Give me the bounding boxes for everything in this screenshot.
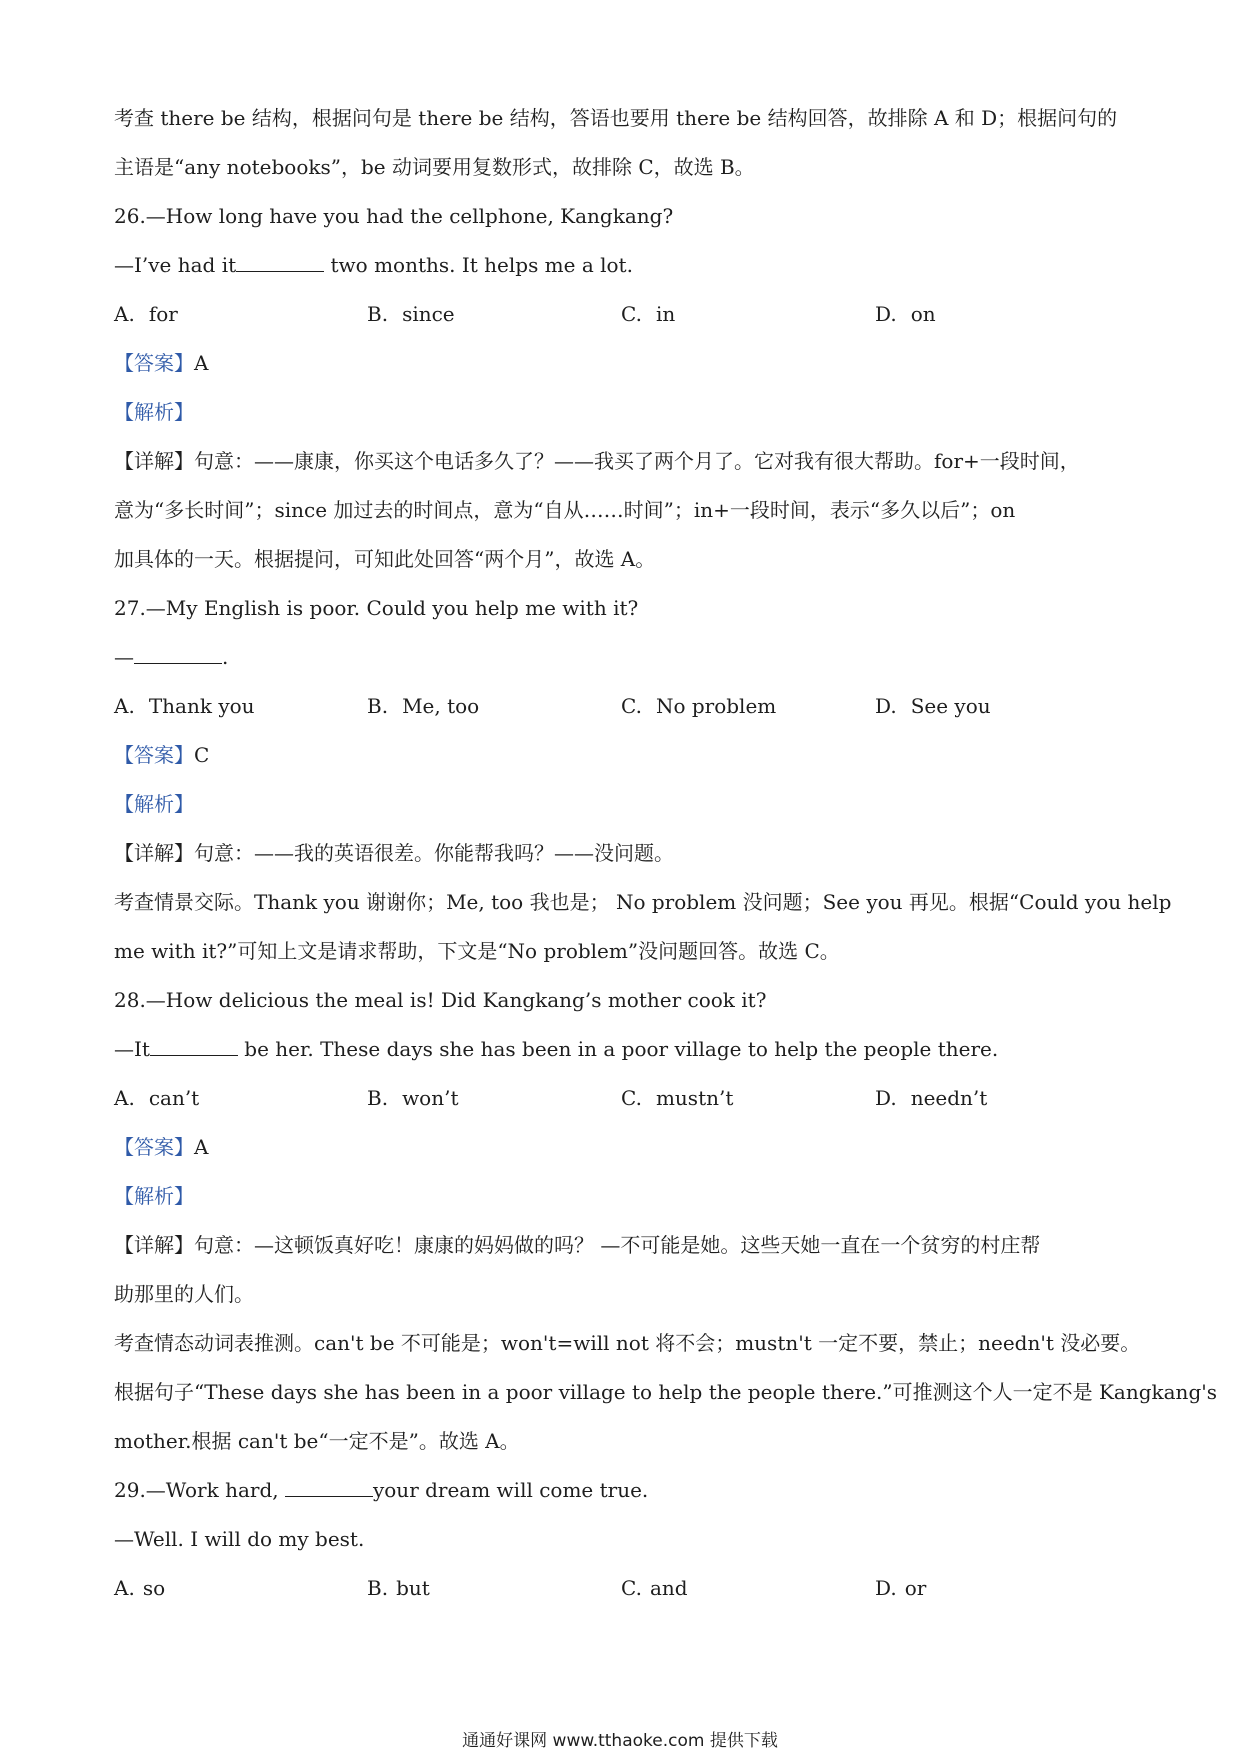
- q26-blank: [236, 251, 324, 272]
- q27-blank: [134, 643, 222, 664]
- q29-blank: [285, 1476, 373, 1497]
- q29-option-d: D. or: [875, 1576, 927, 1600]
- q28-stem: 28.—How delicious the meal is! Did Kangkang’s mother cook it?: [114, 988, 767, 1012]
- q26-reply: [114, 251, 633, 279]
- q26-detail-1: 【详解】句意：——康康，你买这个电话多久了？——我买了两个月了。它对我有很大帮助。for+一段时间，: [114, 449, 1080, 473]
- q27-reply: — .: [114, 645, 229, 669]
- q28-detail-1: 【详解】句意：—这顿饭真好吃！康康的妈妈做的吗？ —不可能是她。这些天她一直在一个贫穷的村庄帮: [114, 1233, 1041, 1257]
- q27-answer: 【答案】C: [114, 743, 210, 767]
- q28-answer: 【答案】A: [114, 1135, 209, 1159]
- q27-analysis-tag: 【解析】: [114, 792, 194, 816]
- q27-stem: 27.—My English is poor. Could you help me with it?: [114, 596, 639, 620]
- q29-stem: 29.—Work hard, your dream will come true.: [114, 1478, 649, 1502]
- q28-analysis-tag: 【解析】: [114, 1184, 194, 1208]
- q26-option-b: B. since: [367, 302, 455, 326]
- intro-line-2: 主语是“any notebooks”，be 动词要用复数形式，故排除 C，故选 B。: [114, 155, 755, 179]
- q28-option-c: C. mustn’t: [621, 1086, 734, 1110]
- q28-option-a: A. can’t: [114, 1086, 200, 1110]
- intro-line-1: 考查 there be 结构，根据问句是 there be 结构，答语也要用 there be 结构回答，故排除 A 和 D；根据问句的: [114, 106, 1118, 130]
- q29-option-b: B. but: [367, 1576, 430, 1600]
- q27-option-c: C. No problem: [621, 694, 777, 718]
- q29-option-a: A. so: [114, 1576, 166, 1600]
- page-footer: 通通好课网 www.tthaoke.com 提供下载: [462, 1731, 778, 1751]
- q27-detail-1: 【详解】句意：——我的英语很差。你能帮我吗？——没问题。: [114, 841, 674, 865]
- q28-blank: [150, 1035, 238, 1056]
- q26-option-c: C. in: [621, 302, 676, 326]
- q26-reply-after: two months. It helps me a lot.: [324, 253, 633, 277]
- q26-option-a: A. for: [114, 302, 178, 326]
- q27-option-a: A. Thank you: [114, 694, 255, 718]
- q29-option-c: C. and: [621, 1576, 688, 1600]
- q27-option-b: B. Me, too: [367, 694, 480, 718]
- q28-detail-4: 根据句子“These days she has been in a poor village to help the people there.”可推测这个人一定不是 Kangkang's: [114, 1380, 1218, 1404]
- q29-reply: —Well. I will do my best.: [114, 1527, 365, 1551]
- q26-stem: 26.—How long have you had the cellphone, Kangkang?: [114, 204, 674, 228]
- q28-detail-2: 助那里的人们。: [114, 1282, 254, 1306]
- q27-option-d: D. See you: [875, 694, 991, 718]
- q26-detail-3: 加具体的一天。根据提问，可知此处回答“两个月”，故选 A。: [114, 547, 656, 571]
- q27-detail-3: me with it?”可知上文是请求帮助，下文是“No problem”没问题回答。故选 C。: [114, 939, 840, 963]
- q26-option-d: D. on: [875, 302, 936, 326]
- q26-reply-before: —I’ve had it: [114, 253, 237, 277]
- q28-reply: —It be her. These days she has been in a poor village to help the people there.: [114, 1037, 999, 1061]
- q26-answer: 【答案】A: [114, 351, 209, 375]
- q28-detail-5: mother.根据 can't be“一定不是”。故选 A。: [114, 1429, 520, 1453]
- q28-detail-3: 考查情态动词表推测。can't be 不可能是；won't=will not 将不会；mustn't 一定不要，禁止；needn't 没必要。: [114, 1331, 1141, 1355]
- q26-detail-2: 意为“多长时间”；since 加过去的时间点，意为“自从……时间”；in+一段时间，表示“多久以后”；on: [114, 498, 1016, 522]
- q28-option-b: B. won’t: [367, 1086, 459, 1110]
- q27-detail-2: 考查情景交际。Thank you 谢谢你；Me, too 我也是； No problem 没问题；See you 再见。根据“Could you help: [114, 890, 1172, 914]
- q26-analysis-tag: 【解析】: [114, 400, 194, 424]
- q28-option-d: D. needn’t: [875, 1086, 988, 1110]
